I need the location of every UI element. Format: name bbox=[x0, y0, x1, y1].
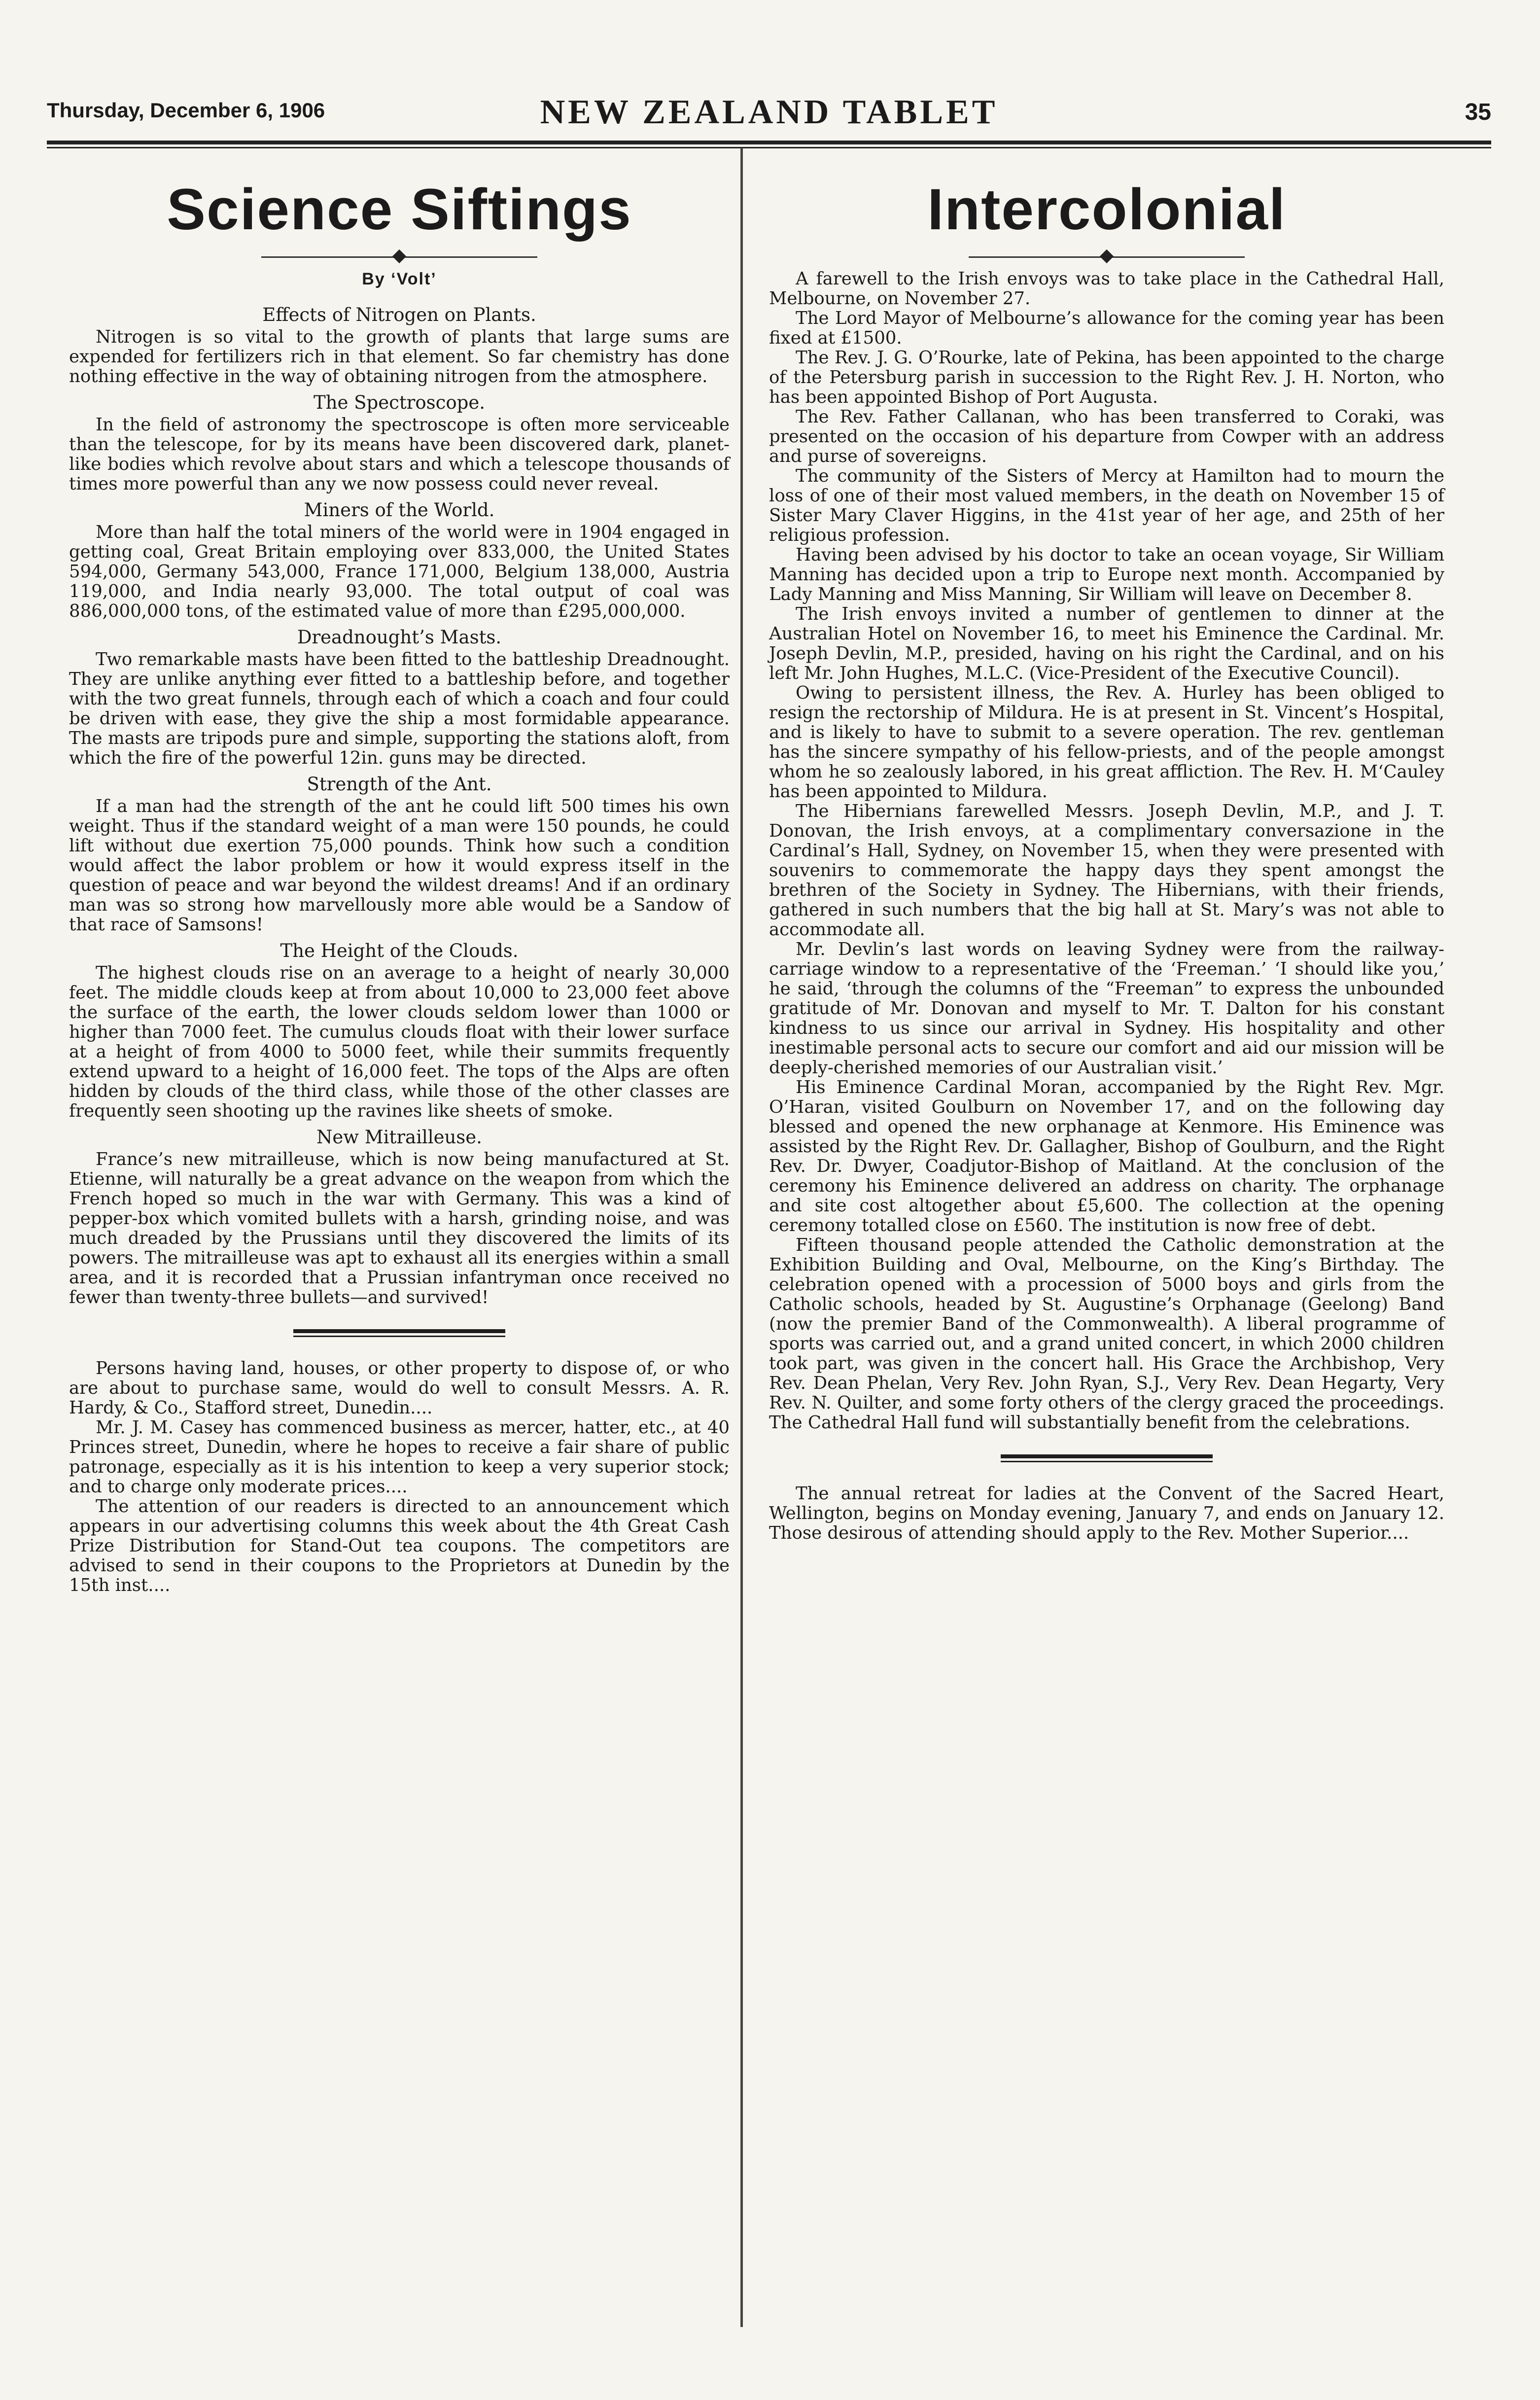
news-paragraph: A farewell to the Irish envoys was to take place in the Cathedral Hall, Melbourne, on November 27. bbox=[769, 269, 1444, 309]
news-paragraph: The annual retreat for ladies at the Convent of the Sacred Heart, Wellington, begins on Monday evening, January 7, and ends on January 12. Those desirous of attending should apply to the Rev. Mother Superior.... bbox=[769, 1483, 1444, 1543]
title-ornament bbox=[261, 250, 537, 263]
issue-date: Thursday, December 6, 1906 bbox=[47, 99, 325, 122]
article-heading: Miners of the World. bbox=[304, 499, 495, 521]
notice-paragraph: Mr. J. M. Casey has commenced business as mercer, hatter, etc., at 40 Princes street, Dunedin, where he hopes to receive a fair share of public patronage, especially as it is his intention to keep a very superior stock; and to charge only moderate prices.... bbox=[69, 1417, 730, 1497]
article-heading: Dreadnought’s Masts. bbox=[297, 627, 502, 648]
news-paragraph: The community of the Sisters of Mercy at Hamilton had to mourn the loss of one of their most valued members, in the death on November 15 of Sister Mary Claver Higgins, in the 41st year of her age, and 25th of her religious profession. bbox=[769, 466, 1444, 545]
article-heading: Strength of the Ant. bbox=[307, 774, 492, 795]
article-heading: New Mitrailleuse. bbox=[316, 1127, 482, 1148]
section-separator bbox=[1001, 1454, 1213, 1462]
article-text: If a man had the strength of the ant he could lift 500 times his own weight. Thus if the standard weight of a man were 150 pounds, he could lift without due exertion 75,000 pounds. Think how such a condition would affect the labor problem or how it would express itself in the question of peace and war beyond the wildest dreams! And if an ordinary man was so strong how marvellously more able would be a Sandow of that race of Samsons! bbox=[69, 796, 730, 935]
article-heading: The Height of the Clouds. bbox=[280, 940, 519, 961]
news-paragraph: The Rev. Father Callanan, who has been transferred to Coraki, was presented on the occasion of his departure from Cowper with an address and purse of sovereigns. bbox=[769, 407, 1444, 466]
section-title-science-siftings: Science Siftings bbox=[167, 177, 632, 242]
page-number: 35 bbox=[1465, 99, 1491, 125]
news-paragraph: Fifteen thousand people attended the Catholic demonstration at the Exhibition Building and Oval, Melbourne, on the King’s Birthday. The celebration opened with a procession of 5000 boys and girls from the Catholic schools, headed by St. Augustine’s Orphanage (Geelong) Band (now the premier Band of the Commonwealth). A liberal programme of sports was carried out, and a grand united concert, in which 2000 children took part, was given in the concert hall. His Grace the Archbishop, Very Rev. Dean Phelan, Very Rev. John Ryan, S.J., Very Rev. Dean Hegarty, Very Rev. N. Quilter, and some forty others of the clergy graced the proceedings. The Cathedral Hall fund will substantially benefit from the celebrations. bbox=[769, 1235, 1444, 1433]
article-text: More than half the total miners of the world were in 1904 engaged in getting coal, Great Britain employing over 833,000, the United States 594,000, Germany 543,000, France 171,000, Belgium 138,000, Austria 119,000, and India nearly 93,000. The total output of coal was 886,000,000 tons, of the estimated value of more than £295,000,000. bbox=[69, 522, 730, 621]
news-paragraph: Mr. Devlin’s last words on leaving Sydney were from the railway-carriage window to a representative of the ‘Freeman.’ ‘I should like you,’ he said, ‘through the columns of the “Freeman” to express the unbounded gratitude of Mr. Donovan and myself to Mr. T. Dalton for his constant kindness to us since our arrival in Sydney. His hospitality and other inestimable personal acts to secure our comfort and aid our mission will be deeply-cherished memories of our Australian visit.’ bbox=[769, 939, 1444, 1078]
right-column bbox=[769, 148, 1444, 1543]
news-paragraph: The Rev. J. G. O’Rourke, late of Pekina, has been appointed to the charge of the Petersburg parish in succession to the Right Rev. J. H. Norton, who has been appointed Bishop of Port Augusta. bbox=[769, 348, 1444, 407]
masthead bbox=[47, 89, 1491, 143]
article-text: France’s new mitrailleuse, which is now being manufactured at St. Etienne, will naturally be a great advance on the weapon from which the French hoped so much in the war with Germany. This was a kind of pepper-box which vomited bullets with a harsh, grinding noise, and was much dreaded by the Prussians until they discovered the limits of its powers. The mitrailleuse was apt to exhaust all its energies within a small area, and it is recorded that a Prussian infantryman once received no fewer than twenty-three bullets—and survived! bbox=[69, 1149, 730, 1307]
byline: By ‘Volt’ bbox=[362, 270, 437, 288]
news-paragraph: The Lord Mayor of Melbourne’s allowance for the coming year has been fixed at £1500. bbox=[769, 308, 1444, 348]
notice-paragraph: The attention of our readers is directed to an announcement which appears in our advertising columns this week about the 4th Great Cash Prize Distribution for Stand-Out tea coupons. The competitors are advised to send in their coupons to the Proprietors at Dunedin by the 15th inst.... bbox=[69, 1496, 730, 1595]
news-paragraph: The Hibernians farewelled Messrs. Joseph Devlin, M.P., and J. T. Donovan, the Irish envoys, at a complimentary conversazione in the Cardinal’s Hall, Sydney, on November 15, when they were presented with souvenirs to commemorate the happy days they spent amongst the brethren of the Society in Sydney. The Hibernians, with their friends, gathered in such numbers that the big hall at St. Mary’s was not able to accommodate all. bbox=[769, 801, 1444, 940]
column-divider bbox=[740, 148, 743, 2327]
news-paragraph: The Irish envoys invited a number of gentlemen to dinner at the Australian Hotel on November 16, to meet his Eminence the Cardinal. Mr. Joseph Devlin, M.P., presided, having on his right the Cardinal, and on his left Mr. John Hughes, M.L.C. (Vice-President of the Executive Council). bbox=[769, 604, 1444, 683]
article-text: In the field of astronomy the spectroscope is often more serviceable than the telescope, for by its means have been discovered dark, planet-like bodies which revolve about stars and which a telescope thousands of times more powerful than any we now possess could never reveal. bbox=[69, 415, 730, 494]
section-title-intercolonial: Intercolonial bbox=[927, 177, 1286, 242]
left-column bbox=[69, 148, 730, 1595]
title-ornament bbox=[969, 250, 1245, 263]
notice-paragraph: Persons having land, houses, or other property to dispose of, or who are about to purchase same, would do well to consult Messrs. A. R. Hardy, & Co., Stafford street, Dunedin.... bbox=[69, 1358, 730, 1418]
article-text: The highest clouds rise on an average to a height of nearly 30,000 feet. The middle clouds keep at from about 10,000 to 23,000 feet above the surface of the earth, the lower clouds seldom lower than 1000 or higher than 7000 feet. The cumulus clouds float with their lower surface at a height of from 4000 to 5000 feet, while their summits frequently extend upward to a height of 16,000 feet. The tops of the Alps are often hidden by clouds of the third class, while those of the other classes are frequently seen shooting up the ravines like sheets of smoke. bbox=[69, 963, 730, 1121]
article-text: Nitrogen is so vital to the growth of plants that large sums are expended for fertilizers rich in that element. So far chemistry has done nothing effective in the way of obtaining nitrogen from the atmosphere. bbox=[69, 327, 730, 387]
news-paragraph: Owing to persistent illness, the Rev. A. Hurley has been obliged to resign the rectorship of Mildura. He is at present in St. Vincent’s Hospital, and is likely to have to submit to a severe operation. The rev. gentleman has the sincere sympathy of his fellow-priests, and of the people amongst whom he so zealously labored, in his great affliction. The Rev. H. M‘Cauley has been appointed to Mildura. bbox=[769, 683, 1444, 802]
article-heading: The Spectroscope. bbox=[314, 392, 485, 413]
section-separator bbox=[293, 1329, 505, 1337]
masthead-rule bbox=[47, 141, 1491, 144]
article-heading: Effects of Nitrogen on Plants. bbox=[262, 304, 536, 325]
article-text: Two remarkable masts have been fitted to the battleship Dreadnought. They are unlike anything ever fitted to a battleship before, and together with the two great funnels, through each of which a coach and four could be driven with ease, they give the ship a most formidable appearance. The masts are tripods pure and simple, supporting the stations aloft, from which the fire of the powerful 12in. guns may be directed. bbox=[69, 649, 730, 768]
news-paragraph: His Eminence Cardinal Moran, accompanied by the Right Rev. Mgr. O’Haran, visited Goulburn on November 17, and on the following day blessed and opened the new orphanage at Kenmore. His Eminence was assisted by the Right Rev. Dr. Gallagher, Bishop of Goulburn, and the Right Rev. Dr. Dwyer, Coadjutor-Bishop of Maitland. At the conclusion of the ceremony his Eminence delivered an address on charity. The orphanage and site cost altogether about £5,600. The collection at the opening ceremony totalled close on £560. The institution is now free of debt. bbox=[769, 1077, 1444, 1235]
news-paragraph: Having been advised by his doctor to take an ocean voyage, Sir William Manning has decided upon a trip to Europe next month. Accompanied by Lady Manning and Miss Manning, Sir William will leave on December 8. bbox=[769, 545, 1444, 604]
newspaper-title: NEW ZEALAND TABLET bbox=[540, 93, 998, 131]
